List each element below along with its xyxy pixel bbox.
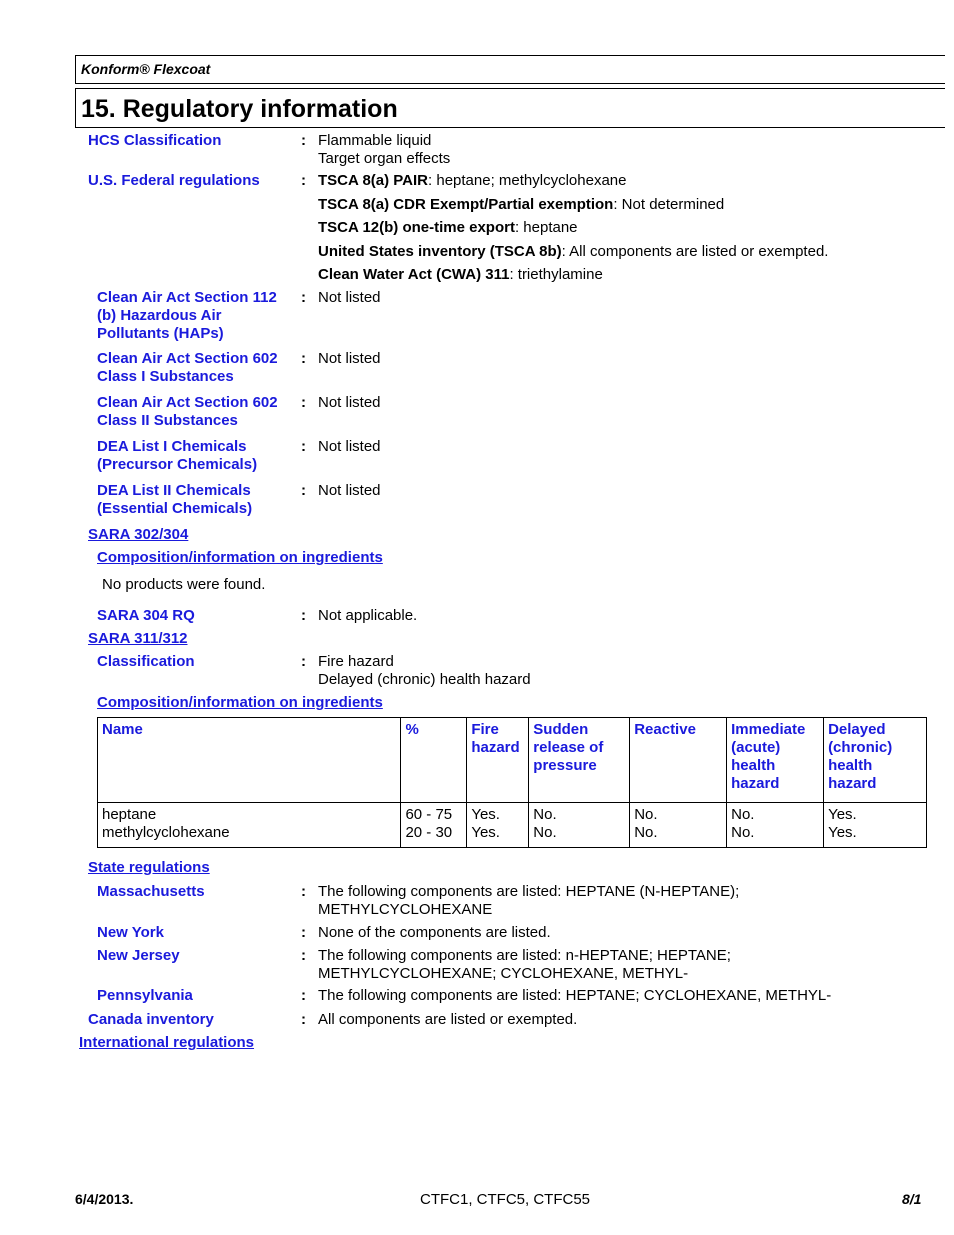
clean-air-112-label: Clean Air Act Section 112 (b) Hazardous Air Pollutants (HAPs) — [97, 289, 277, 342]
hcs-label: HCS Classification — [88, 132, 222, 149]
colon: : — [301, 394, 306, 411]
international-regulations-heading[interactable]: International regulations — [79, 1034, 255, 1051]
table-row — [98, 803, 927, 848]
state-new-jersey-label: New Jersey — [97, 947, 180, 964]
state-pennsylvania-value: The following components are listed: HEPTANE; CYCLOHEXANE, METHYL- — [318, 987, 832, 1004]
cell-fire-hazard: Yes. Yes. — [467, 803, 529, 848]
state-new-york-value: None of the components are listed. — [318, 924, 551, 941]
sara-302-heading[interactable]: SARA 302/304 — [88, 526, 189, 543]
state-massachusetts-value: The following components are listed: HEPTANE (N-HEPTANE); METHYLCYCLOHEXANE — [318, 883, 740, 918]
state-pennsylvania-label: Pennsylvania — [97, 987, 193, 1004]
clean-air-602-class2-value: Not listed — [318, 394, 381, 411]
cell-percent: 60 - 75 20 - 30 — [401, 803, 467, 848]
sara-304-rq-value: Not applicable. — [318, 607, 418, 624]
colon: : — [301, 653, 306, 670]
cell-delayed-hazard: Yes. Yes. — [824, 803, 927, 848]
sara-311-composition-link[interactable]: Composition/information on ingredients — [97, 694, 383, 711]
canada-inventory-label: Canada inventory — [88, 1011, 214, 1028]
federal-label: U.S. Federal regulations — [88, 172, 260, 189]
colon: : — [301, 350, 306, 367]
footer-product-codes: CTFC1, CTFC5, CTFC55 — [420, 1191, 591, 1208]
footer-date: 6/4/2013. — [75, 1191, 134, 1207]
federal-item: TSCA 8(a) CDR Exempt/Partial exemption: Not determined — [318, 196, 725, 213]
federal-item: TSCA 8(a) PAIR: heptane; methylcyclohexane — [318, 172, 627, 189]
sara-302-composition-link[interactable]: Composition/information on ingredients — [97, 549, 383, 566]
clean-air-602-class2-label: Clean Air Act Section 602 Class II Substances — [97, 394, 278, 429]
colon: : — [301, 1011, 306, 1028]
state-new-york-label: New York — [97, 924, 164, 941]
clean-air-112-value: Not listed — [318, 289, 381, 306]
dea-list1-value: Not listed — [318, 438, 381, 455]
federal-item: Clean Water Act (CWA) 311: triethylamine — [318, 266, 603, 283]
sara-302-note: No products were found. — [102, 576, 266, 593]
canada-inventory-value: All components are listed or exempted. — [318, 1011, 578, 1028]
dea-list1-label: DEA List I Chemicals (Precursor Chemicals) — [97, 438, 258, 473]
state-regulations-heading[interactable]: State regulations — [88, 859, 210, 876]
col-header-fire-hazard: Fire hazard — [467, 718, 529, 803]
clean-air-602-class1-value: Not listed — [318, 350, 381, 367]
col-header-delayed-hazard: Delayed (chronic) health hazard — [824, 718, 927, 803]
sara-311-classification-value-2: Delayed (chronic) health hazard — [318, 671, 531, 688]
hcs-value-2: Target organ effects — [318, 150, 451, 167]
col-header-name: Name — [98, 718, 401, 803]
product-name: Konform® Flexcoat — [81, 61, 211, 77]
sara-311-classification-value-1: Fire hazard — [318, 653, 394, 670]
col-header-reactive: Reactive — [630, 718, 727, 803]
colon: : — [301, 924, 306, 941]
sara-311-classification-label: Classification — [97, 653, 195, 670]
state-new-jersey-value: The following components are listed: n-HEPTANE; HEPTANE; METHYLCYCLOHEXANE; CYCLOHEXANE, METHYL- — [318, 947, 731, 982]
colon: : — [301, 947, 306, 964]
sara-311-heading[interactable]: SARA 311/312 — [88, 630, 188, 647]
colon: : — [301, 482, 306, 499]
cell-reactive: No. No. — [630, 803, 727, 848]
col-header-percent: % — [401, 718, 467, 803]
col-header-sudden-release: Sudden release of pressure — [529, 718, 630, 803]
cell-sudden-release: No. No. — [529, 803, 630, 848]
cell-immediate-hazard: No. No. — [727, 803, 824, 848]
composition-table — [97, 717, 927, 848]
colon: : — [301, 172, 306, 189]
colon: : — [301, 987, 306, 1004]
colon: : — [301, 289, 306, 306]
section-header — [75, 88, 945, 128]
clean-air-602-class1-label: Clean Air Act Section 602 Class I Substances — [97, 350, 278, 385]
cell-names: heptane methylcyclohexane — [98, 803, 401, 848]
table-header-row — [98, 718, 927, 803]
dea-list2-value: Not listed — [318, 482, 381, 499]
federal-item: TSCA 12(b) one-time export: heptane — [318, 219, 578, 236]
hcs-value-1: Flammable liquid — [318, 132, 432, 149]
section-title: 15. Regulatory information — [81, 95, 398, 123]
dea-list2-label: DEA List II Chemicals (Essential Chemicals) — [97, 482, 253, 517]
col-header-immediate-hazard: Immediate (acute) health hazard — [727, 718, 824, 803]
colon: : — [301, 607, 306, 624]
product-header — [75, 55, 945, 84]
colon: : — [301, 883, 306, 900]
colon: : — [301, 438, 306, 455]
state-massachusetts-label: Massachusetts — [97, 883, 205, 900]
footer-page-number: 8/1 — [902, 1191, 922, 1207]
federal-item: United States inventory (TSCA 8b): All components are listed or exempted. — [318, 243, 829, 260]
colon: : — [301, 132, 306, 149]
sara-304-rq-label: SARA 304 RQ — [97, 607, 195, 624]
